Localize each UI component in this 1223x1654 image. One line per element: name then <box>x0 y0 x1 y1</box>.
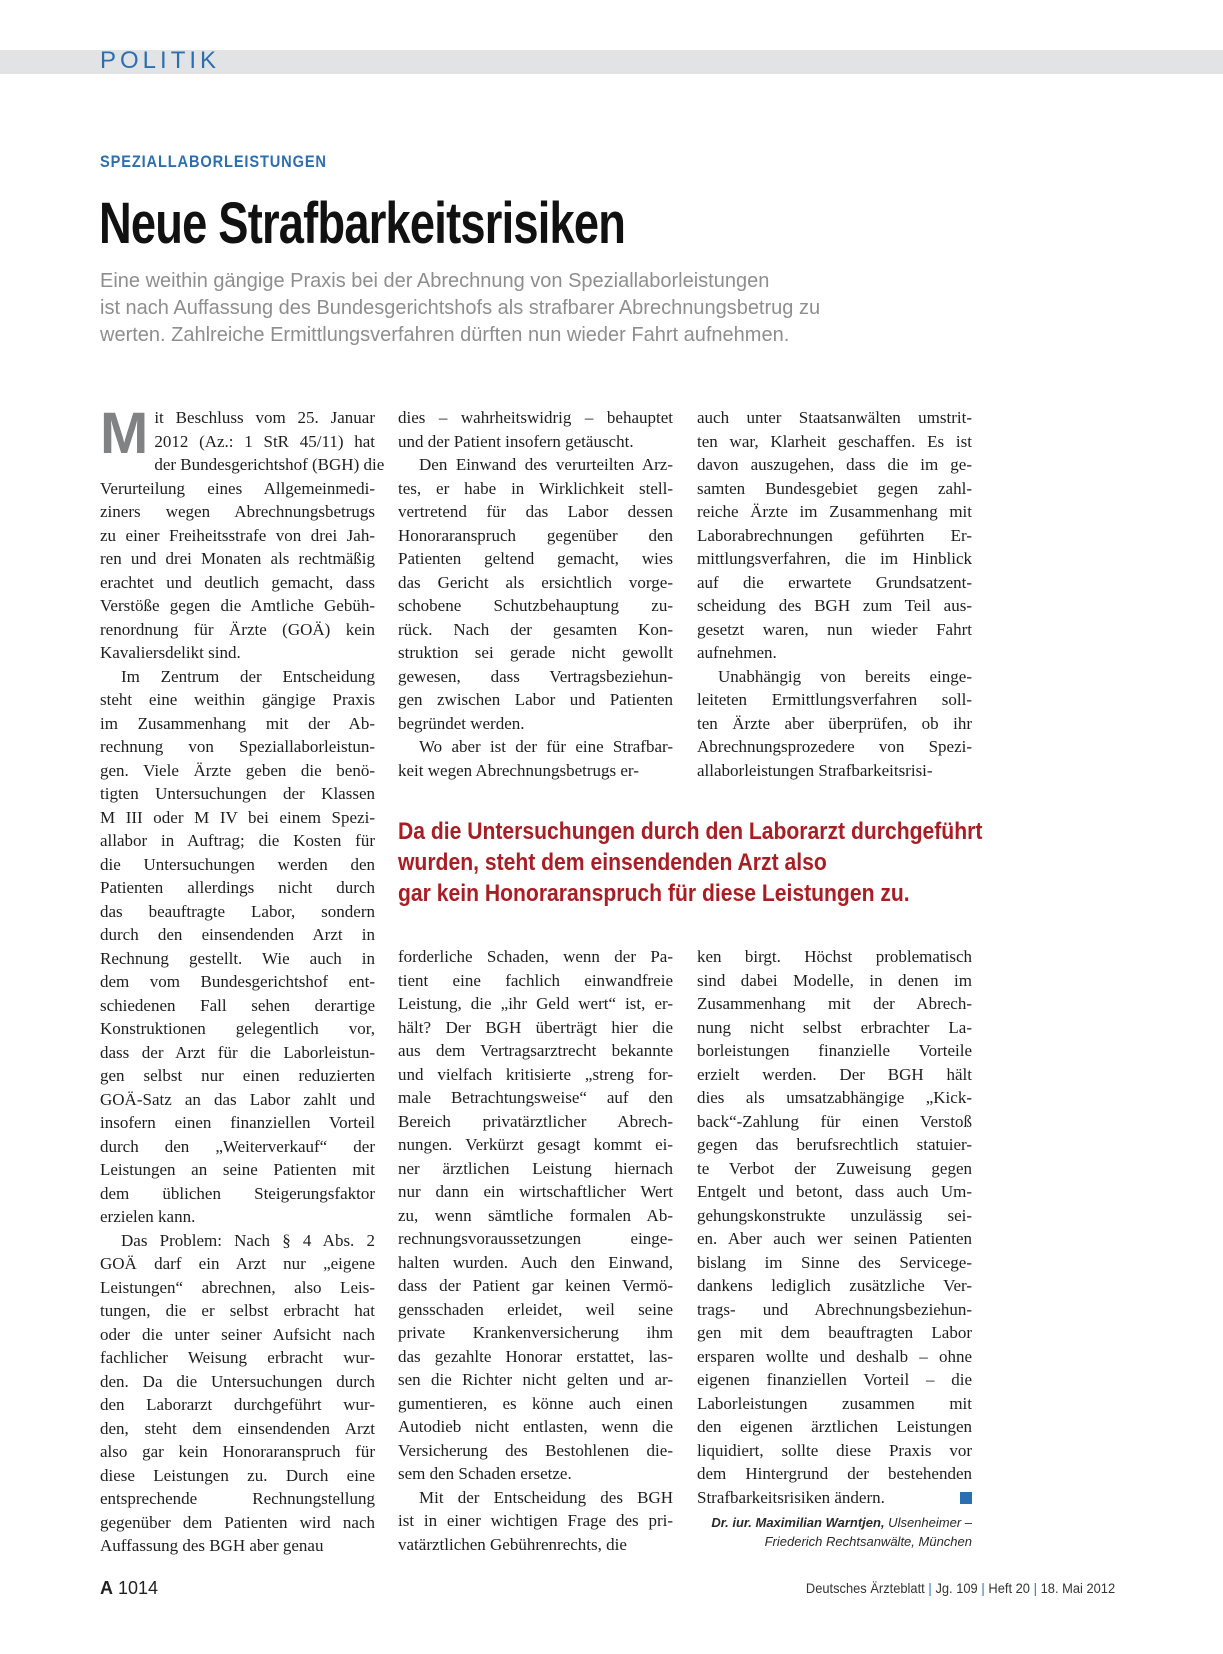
body-line: Autodieb nicht entlasten, wenn die <box>398 1417 673 1436</box>
body-line: trags- und Abrechnungsbeziehun- <box>697 1299 972 1319</box>
body-line: fachlicher Weisung erbracht wur- <box>100 1348 375 1367</box>
body-line: Das Problem: Nach § 4 Abs. 2 <box>121 1230 375 1250</box>
body-line: Wo aber ist der für eine Strafbar- <box>419 737 673 756</box>
author-affiliation: Friederich Rechtsanwälte, München <box>764 1534 972 1549</box>
body-line: renordnung für Ärzte (GOÄ) kein <box>100 619 375 639</box>
body-line: den Laborarzt durchgeführt wur- <box>100 1395 375 1414</box>
pull-quote-line: gar kein Honoraranspruch für diese Leistungen zu. <box>398 880 910 907</box>
body-line: durch den einsendenden Arzt in <box>100 925 375 944</box>
body-line: male Betrachtungsweise“ auf den <box>398 1088 673 1107</box>
body-line: samten Bundesgebiet gegen zahl- <box>697 478 972 498</box>
body-line: oder die unter seiner Aufsicht nach <box>100 1324 375 1344</box>
body-line: rechnungsvoraussetzungen einge- <box>398 1229 673 1248</box>
body-line: GOÄ-Satz an das Labor zahlt und <box>100 1089 375 1109</box>
page-prefix: A <box>100 1578 113 1598</box>
journal-date: 18. Mai 2012 <box>1040 1580 1115 1596</box>
body-line: it Beschluss vom 25. Januar <box>154 408 375 427</box>
journal-issue: Heft 20 <box>988 1580 1030 1596</box>
body-line: Verstöße gegen die Amtliche Gebüh- <box>100 596 375 615</box>
body-line: Laborleistungen zusammen mit <box>697 1393 972 1413</box>
body-line: Leistungen“ abrechnen, also Leis- <box>100 1277 375 1297</box>
body-column-1 <box>100 401 385 1558</box>
body-line: Mit der Entscheidung des BGH <box>419 1487 673 1507</box>
body-line: dass der Arzt für die Laborleistun- <box>100 1042 375 1062</box>
body-line: Den Einwand des verurteilten Arz- <box>419 455 673 474</box>
footer-separator: | <box>981 1580 985 1596</box>
author-name: Dr. iur. Maximilian Warntjen, <box>711 1515 885 1530</box>
drop-cap: M <box>100 401 149 466</box>
body-line: Patienten allerdings nicht durch <box>100 878 375 897</box>
body-line: ist in einer wichtigen Frage des pri- <box>398 1511 673 1530</box>
body-line: erzielen kann. <box>100 1207 196 1226</box>
body-line: Zusammenhang mit der Abrech- <box>697 994 972 1013</box>
author-credit <box>600 1513 972 1551</box>
body-line: gewesen, dass Vertragsbeziehun- <box>398 666 673 686</box>
pull-quote-line: Da die Untersuchungen durch den Laborarzt durchgeführt <box>398 818 983 845</box>
body-line: eigenen finanziellen Vorteil – die <box>697 1370 972 1389</box>
body-line: leiteten Ermittlungsverfahren soll- <box>697 690 972 709</box>
body-line: Entgelt und betont, dass auch Um- <box>697 1182 972 1201</box>
body-line: liquidiert, sollte diese Praxis vor <box>697 1440 972 1460</box>
end-of-article-icon <box>960 1492 972 1504</box>
body-column-3-bottom <box>697 945 972 1509</box>
body-line: dem vom Bundesgerichtshof ent- <box>100 972 375 991</box>
body-line: erachtet und deutlich gemacht, dass <box>100 572 375 592</box>
body-line: den, steht dem einsendenden Arzt <box>100 1418 375 1438</box>
body-line: rück. Nach der gesamten Kon- <box>398 619 673 639</box>
body-line: en. Aber auch wer seinen Patienten <box>697 1229 972 1248</box>
body-line: nungen. Verkürzt gesagt kommt ei- <box>398 1135 673 1154</box>
body-line: auch unter Staatsanwälten umstrit- <box>697 408 972 427</box>
footer-citation <box>806 1580 1115 1596</box>
body-line: erzielt werden. Der BGH hält <box>697 1064 972 1084</box>
body-line: gesetzt waren, nun wieder Fahrt <box>697 619 972 639</box>
body-column-3-top <box>697 406 972 782</box>
lede-line: Eine weithin gängige Praxis bei der Abrechnung von Speziallaborleistungen <box>100 270 770 292</box>
body-line: Leistung, die „ihr Geld wert“ ist, er- <box>398 994 673 1013</box>
body-line: ten Ärzte aber überprüfen, ob ihr <box>697 713 972 733</box>
body-line: das gezahlte Honorar erstattet, las- <box>398 1346 673 1366</box>
body-line: gegenüber dem Patienten wird nach <box>100 1512 375 1532</box>
body-line: dies – wahrheitswidrig – behauptet <box>398 408 673 427</box>
article-lede <box>100 268 980 349</box>
body-line: das beauftragte Labor, sondern <box>100 901 375 921</box>
body-line: dem Hintergrund der bestehenden <box>697 1464 972 1483</box>
body-line: den. Da die Untersuchungen durch <box>100 1371 375 1391</box>
body-line: und vielfach kritisierte „streng for- <box>398 1064 673 1084</box>
body-line: gen selbst nur einen reduzierten <box>100 1066 375 1085</box>
body-line: Versicherung des Bestohlenen die- <box>398 1440 673 1460</box>
body-line: forderliche Schaden, wenn der Pa- <box>398 947 673 966</box>
body-line: allabor in Auftrag; die Kosten für <box>100 831 375 850</box>
body-line: zu, wenn sämtliche formalen Ab- <box>398 1205 673 1225</box>
body-line: nung nicht selbst erbrachter La- <box>697 1017 972 1037</box>
body-line: steht eine weithin gängige Praxis <box>100 690 375 709</box>
body-line: sen die Richter nicht gelten und ar- <box>398 1370 673 1389</box>
body-line: das Gericht als ersichtlich vorge- <box>398 572 673 592</box>
body-line: schobene Schutzbehauptung zu- <box>398 596 673 615</box>
body-line: private Krankenversicherung ihm <box>398 1323 673 1342</box>
body-line: GOÄ darf ein Arzt nur „eigene <box>100 1254 375 1273</box>
article-kicker: SPEZIALLABORLEISTUNGEN <box>100 152 327 171</box>
lede-line: werten. Zahlreiche Ermittlungsverfahren dürften nun wieder Fahrt aufnehmen. <box>100 324 790 346</box>
lede-line: ist nach Auffassung des Bundesgerichtshofs als strafbarer Abrechnungsbetrug zu <box>100 297 821 319</box>
body-line: Strafbarkeitsrisiken ändern. <box>697 1486 972 1510</box>
body-line: allaborleistungen Strafbarkeitsrisi- <box>697 760 933 780</box>
body-column-2-bottom <box>398 945 673 1556</box>
body-line: gehungskonstrukte unzulässig sei- <box>697 1205 972 1225</box>
body-line: Konstruktionen gelegentlich vor, <box>100 1019 375 1038</box>
body-line: mittlungsverfahren, die im Hinblick <box>697 549 972 568</box>
page-number <box>100 1578 158 1599</box>
body-line: Rechnung gestellt. Wie auch in <box>100 948 375 968</box>
author-affiliation: Ulsenheimer – <box>884 1515 972 1530</box>
body-line: ner ärztlichen Leistung hiernach <box>398 1158 673 1178</box>
body-line: tient eine fachlich einwandfreie <box>398 970 673 990</box>
body-line: gegen das berufsrechtlich statuier- <box>697 1135 972 1154</box>
body-line: tes, er habe in Wirklichkeit stell- <box>398 478 673 498</box>
body-line: den eigenen ärztlichen Leistungen <box>697 1417 972 1436</box>
body-line: gensschaden erleidet, weil seine <box>398 1299 673 1319</box>
body-line: 2012 (Az.: 1 StR 45/11) hat <box>154 431 375 451</box>
body-line: gen. Viele Ärzte geben die benö- <box>100 760 375 780</box>
body-column-2-top <box>398 406 673 782</box>
body-line: gen mit dem beauftragten Labor <box>697 1323 972 1342</box>
footer-separator: | <box>1033 1580 1037 1596</box>
body-line: dankens lediglich zusätzliche Ver- <box>697 1276 972 1295</box>
body-line: Im Zentrum der Entscheidung <box>121 666 375 686</box>
section-label: POLITIK <box>100 47 221 74</box>
body-line: Kavaliersdelikt sind. <box>100 643 241 662</box>
article-headline: Neue Strafbarkeitsrisiken <box>99 191 626 256</box>
body-line: gumentieren, es könne auch einen <box>398 1393 673 1413</box>
body-line: Unabhängig von bereits einge- <box>718 666 972 686</box>
body-line: borleistungen finanzielle Vorteile <box>697 1041 972 1060</box>
body-line: ersparen wollte und deshalb – ohne <box>697 1346 972 1366</box>
body-line: halten wurden. Auch den Einwand, <box>398 1252 673 1272</box>
journal-name: Deutsches Ärzteblatt <box>805 1580 925 1596</box>
body-line: sind dabei Modelle, in denen im <box>697 970 972 990</box>
body-line: Auffassung des BGH aber genau <box>100 1536 324 1555</box>
body-line: und der Patient insofern getäuscht. <box>398 431 634 451</box>
body-line: schiedenen Fall sehen derartige <box>100 995 375 1015</box>
body-line: diese Leistungen zu. Durch eine <box>100 1465 375 1485</box>
body-line: tigten Untersuchungen der Klassen <box>100 784 375 803</box>
body-line: back“-Zahlung für einen Verstoß <box>697 1111 972 1131</box>
body-line: Abrechnungsprozedere von Spezi- <box>697 737 972 756</box>
footer-separator: | <box>928 1580 932 1596</box>
body-line: der Bundesgerichtshof (BGH) die <box>154 455 385 474</box>
body-line: Patienten geltend gemacht, wies <box>398 549 673 568</box>
body-line: im Zusammenhang mit der Ab- <box>100 713 375 733</box>
journal-volume: Jg. 109 <box>935 1580 978 1596</box>
body-line: aus dem Vertragsarztrecht bekannte <box>398 1041 673 1060</box>
body-line: reiche Ärzte im Zusammenhang mit <box>697 502 972 521</box>
body-line: gen zwischen Labor und Patienten <box>398 690 673 709</box>
body-line: ken birgt. Höchst problematisch <box>697 947 972 966</box>
body-line: also gar kein Honoraranspruch für <box>100 1442 375 1461</box>
body-line: davon auszugehen, dass die im ge- <box>697 455 972 474</box>
body-line: sem den Schaden ersetze. <box>398 1464 572 1483</box>
body-line: insofern einen finanziellen Vorteil <box>100 1113 375 1132</box>
body-line: Honoraranspruch gegenüber den <box>398 525 673 545</box>
body-line: hält? Der BGH überträgt hier die <box>398 1017 673 1037</box>
body-line: dass der Patient gar keinen Vermö- <box>398 1276 673 1295</box>
body-line: Bereich privatärztlicher Abrech- <box>398 1111 673 1131</box>
body-line: ren und drei Monaten als rechtmäßig <box>100 549 375 568</box>
body-line: Laborabrechnungen geführten Er- <box>697 525 972 545</box>
body-line: ziners wegen Abrechnungsbetrugs <box>100 502 375 521</box>
body-line: vertretend für das Labor dessen <box>398 502 673 521</box>
page-number-value: 1014 <box>118 1578 159 1598</box>
body-line: durch den „Weiterverkauf“ der <box>100 1136 375 1156</box>
body-line: scheidung des BGH zum Teil aus- <box>697 596 972 615</box>
body-line: tungen, die er selbst erbracht hat <box>100 1301 375 1320</box>
body-line: dies als umsatzabhängige „Kick- <box>697 1088 972 1107</box>
body-line: dem üblichen Steigerungsfaktor <box>100 1183 375 1203</box>
body-line: auf die erwartete Grundsatzent- <box>697 572 972 592</box>
body-line: zu einer Freiheitsstrafe von drei Jah- <box>100 525 375 545</box>
body-line: struktion sei gerade nicht gewollt <box>398 643 673 662</box>
body-line: bislang im Sinne des Servicege- <box>697 1252 972 1272</box>
body-line: nur dann ein wirtschaftlicher Wert <box>398 1182 673 1201</box>
body-line: begründet werden. <box>398 713 525 733</box>
pull-quote <box>398 816 1014 909</box>
body-line: te Verbot der Zuweisung gegen <box>697 1158 972 1178</box>
body-line: ten war, Klarheit geschaffen. Es ist <box>697 431 972 451</box>
body-line: aufnehmen. <box>697 643 777 662</box>
body-line: rechnung von Speziallaborleistun- <box>100 737 375 756</box>
body-line: vatärztlichen Gebührenrechts, die <box>398 1534 627 1554</box>
body-line: entsprechende Rechnungstellung <box>100 1489 375 1508</box>
body-line: Verurteilung eines Allgemeinmedi- <box>100 478 375 498</box>
body-line: die Untersuchungen werden den <box>100 854 375 874</box>
body-line: Leistungen an seine Patienten mit <box>100 1160 375 1179</box>
body-line: keit wegen Abrechnungsbetrugs er- <box>398 760 639 780</box>
pull-quote-line: wurden, steht dem einsendenden Arzt also <box>398 849 827 876</box>
body-line: M III oder M IV bei einem Spezi- <box>100 807 375 827</box>
